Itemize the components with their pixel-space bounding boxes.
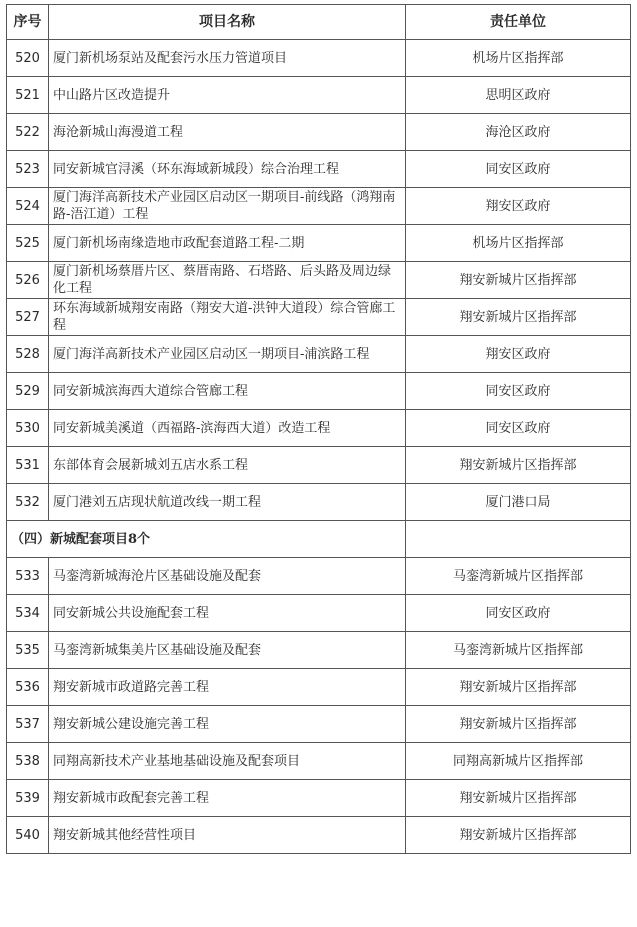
row-unit: 同安区政府 xyxy=(406,410,631,447)
row-unit: 马銮湾新城片区指挥部 xyxy=(406,632,631,669)
table-body-group1 xyxy=(7,40,631,558)
row-project-name: 东部体育会展新城刘五店水系工程 xyxy=(49,447,406,484)
row-project-name: 海沧新城山海漫道工程 xyxy=(49,114,406,151)
table-row xyxy=(7,780,631,817)
table-row xyxy=(7,410,631,447)
row-project-name: 厦门新机场泵站及配套污水压力管道项目 xyxy=(49,40,406,77)
row-project-name: 厦门新机场南缘造地市政配套道路工程-二期 xyxy=(49,225,406,262)
table-row xyxy=(7,262,631,299)
table-row xyxy=(7,558,631,595)
row-unit: 翔安新城片区指挥部 xyxy=(406,262,631,299)
row-project-name: 马銮湾新城海沧片区基础设施及配套 xyxy=(49,558,406,595)
row-unit: 马銮湾新城片区指挥部 xyxy=(406,558,631,595)
table-row xyxy=(7,225,631,262)
row-unit: 厦门港口局 xyxy=(406,484,631,521)
row-unit: 翔安新城片区指挥部 xyxy=(406,817,631,854)
section-title: （四）新城配套项目8个 xyxy=(7,521,406,558)
row-unit: 翔安新城片区指挥部 xyxy=(406,706,631,743)
table-row xyxy=(7,706,631,743)
row-no: 537 xyxy=(7,706,49,743)
row-unit: 翔安新城片区指挥部 xyxy=(406,447,631,484)
row-project-name: 同安新城官浔溪（环东海域新城段）综合治理工程 xyxy=(49,151,406,188)
section-row xyxy=(7,521,631,558)
row-no: 535 xyxy=(7,632,49,669)
row-no: 532 xyxy=(7,484,49,521)
row-no: 522 xyxy=(7,114,49,151)
row-no: 539 xyxy=(7,780,49,817)
row-project-name: 厦门新机场蔡厝片区、蔡厝南路、石塔路、后头路及周边绿化工程 xyxy=(49,262,406,299)
row-project-name: 厦门港刘五店现状航道改线一期工程 xyxy=(49,484,406,521)
row-unit: 同安区政府 xyxy=(406,595,631,632)
table-row xyxy=(7,484,631,521)
table-row xyxy=(7,299,631,336)
row-project-name: 翔安新城市政配套完善工程 xyxy=(49,780,406,817)
row-no: 530 xyxy=(7,410,49,447)
row-no: 534 xyxy=(7,595,49,632)
row-project-name: 马銮湾新城集美片区基础设施及配套 xyxy=(49,632,406,669)
row-project-name: 翔安新城其他经营性项目 xyxy=(49,817,406,854)
row-unit: 机场片区指挥部 xyxy=(406,225,631,262)
row-no: 523 xyxy=(7,151,49,188)
row-project-name: 同安新城滨海西大道综合管廊工程 xyxy=(49,373,406,410)
row-unit: 同翔高新城片区指挥部 xyxy=(406,743,631,780)
project-table xyxy=(6,4,631,854)
row-no: 538 xyxy=(7,743,49,780)
row-no: 527 xyxy=(7,299,49,336)
row-no: 521 xyxy=(7,77,49,114)
header-unit: 责任单位 xyxy=(406,5,631,40)
row-unit: 海沧区政府 xyxy=(406,114,631,151)
row-unit: 同安区政府 xyxy=(406,373,631,410)
row-no: 533 xyxy=(7,558,49,595)
row-project-name: 同安新城公共设施配套工程 xyxy=(49,595,406,632)
row-unit: 思明区政府 xyxy=(406,77,631,114)
row-no: 520 xyxy=(7,40,49,77)
row-unit: 翔安新城片区指挥部 xyxy=(406,780,631,817)
header-name: 项目名称 xyxy=(49,5,406,40)
row-project-name: 厦门海洋高新技术产业园区启动区一期项目-浦滨路工程 xyxy=(49,336,406,373)
table-header xyxy=(7,5,631,40)
table-row xyxy=(7,151,631,188)
row-unit: 机场片区指挥部 xyxy=(406,40,631,77)
row-no: 540 xyxy=(7,817,49,854)
row-no: 524 xyxy=(7,188,49,225)
table-row xyxy=(7,188,631,225)
table-row xyxy=(7,817,631,854)
row-no: 526 xyxy=(7,262,49,299)
row-no: 531 xyxy=(7,447,49,484)
row-unit: 翔安新城片区指挥部 xyxy=(406,299,631,336)
table-row xyxy=(7,336,631,373)
table-body-group2 xyxy=(7,558,631,854)
table-row xyxy=(7,40,631,77)
row-project-name: 环东海域新城翔安南路（翔安大道-洪钟大道段）综合管廊工程 xyxy=(49,299,406,336)
row-no: 525 xyxy=(7,225,49,262)
row-project-name: 同翔高新技术产业基地基础设施及配套项目 xyxy=(49,743,406,780)
row-no: 529 xyxy=(7,373,49,410)
table-row xyxy=(7,632,631,669)
section-empty-cell xyxy=(406,521,631,558)
row-unit: 同安区政府 xyxy=(406,151,631,188)
row-project-name: 中山路片区改造提升 xyxy=(49,77,406,114)
table-row xyxy=(7,114,631,151)
row-unit: 翔安新城片区指挥部 xyxy=(406,669,631,706)
table-row xyxy=(7,743,631,780)
row-no: 536 xyxy=(7,669,49,706)
table-row xyxy=(7,77,631,114)
table-row xyxy=(7,373,631,410)
row-project-name: 厦门海洋高新技术产业园区启动区一期项目-前线路（鸿翔南路-浯江道）工程 xyxy=(49,188,406,225)
row-unit: 翔安区政府 xyxy=(406,336,631,373)
row-project-name: 翔安新城公建设施完善工程 xyxy=(49,706,406,743)
row-no: 528 xyxy=(7,336,49,373)
header-no: 序号 xyxy=(7,5,49,40)
row-project-name: 翔安新城市政道路完善工程 xyxy=(49,669,406,706)
table-row xyxy=(7,669,631,706)
table-row xyxy=(7,595,631,632)
table-row xyxy=(7,447,631,484)
row-unit: 翔安区政府 xyxy=(406,188,631,225)
row-project-name: 同安新城美溪道（西福路-滨海西大道）改造工程 xyxy=(49,410,406,447)
